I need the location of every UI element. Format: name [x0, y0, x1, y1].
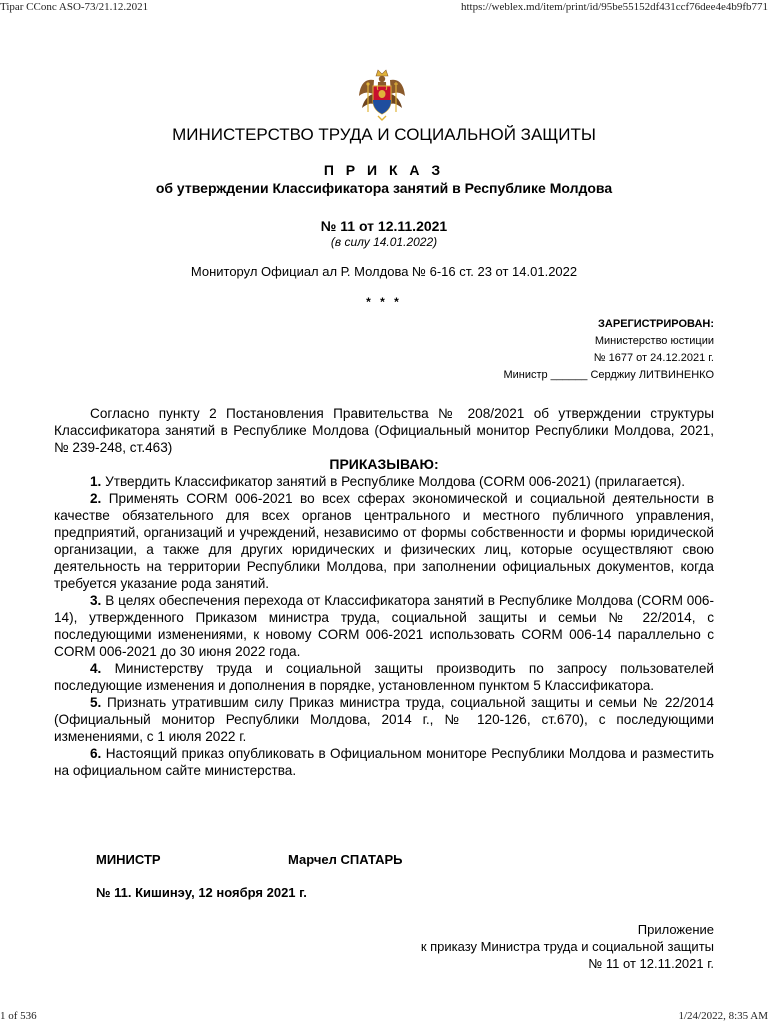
registration-heading: ЗАРЕГИСТРИРОВАН: — [598, 318, 714, 330]
point-number: 2. — [90, 491, 102, 506]
separator-stars: * * * — [366, 295, 402, 309]
appendix-line-3: № 11 от 12.11.2021 г. — [588, 956, 714, 971]
print-timestamp: 1/24/2022, 8:35 AM — [678, 1010, 768, 1022]
point-2 — [54, 490, 714, 592]
intro-paragraph: Согласно пункту 2 Постановления Правительства № 208/2021 об утверждении структуры Классификатора занятий в Республике Молдова (Официальный монитор Республики Молдова, 2021, № 239-248, ст.463) — [54, 406, 714, 455]
point-text: Министерству труда и социальной защиты производить по запросу пользователей последующие изменения и дополнения в порядке, установленном пунктом 5 Классификатора. — [54, 661, 715, 693]
point-5 — [54, 694, 714, 745]
order-heading: ПРИКАЗЫВАЮ: — [329, 456, 439, 472]
order-body — [54, 405, 714, 779]
order-word: П Р И К А З — [323, 162, 445, 178]
signature-role: МИНИСТР — [96, 852, 161, 867]
page-count: 1 of 536 — [0, 1010, 37, 1022]
point-number: 5. — [90, 695, 102, 710]
point-text: Применять CORM 006-2021 во всех сферах экономической и социальной деятельности в качестве обязательного для всех органов центрального и местного публичного управления, предприятий, организаций и учреждений, независимо от формы собственности и формы юридической организации, а также для других юридических и физических лиц, которые осуществляют свою деятельность на территории Республики Молдова, при заполнении официальных документов, когда требуется указание рода занятий. — [54, 491, 715, 591]
point-number: 4. — [90, 661, 102, 676]
registration-minister: Министр ______ Серджиу ЛИТВИНЕНКО — [503, 369, 714, 381]
point-text: Признать утратившим силу Приказ министра труда, социальной защиты и семьи № 22/2014 (Официальный монитор Республики Молдова, 2014 г., № 120-126, ст.670), с последующими изменениями, с 1 июля 2022 г. — [54, 695, 714, 744]
registration-ministry: Министерство юстиции — [594, 335, 714, 347]
point-number: 1. — [90, 474, 102, 489]
official-monitor-reference: Мониторул Официал ал Р. Молдова № 6-16 ст. 23 от 14.01.2022 — [190, 264, 578, 279]
point-3 — [54, 592, 714, 660]
point-text: В целях обеспечения перехода от Классификатора занятий в Республике Молдова (CORM 006-14), утвержденного Приказом министра труда, социальной защиты и семьи № 22/2014, с последующими изменениями, к новому CORM 006-2021 использовать CORM 006-14 параллельно с CORM 006-2021 до 30 июня 2022 года. — [54, 593, 715, 659]
in-force-date: (в силу 14.01.2022) — [330, 235, 438, 249]
point-6 — [54, 745, 714, 779]
registration-number: № 1677 от 24.12.2021 г. — [593, 352, 714, 364]
order-subtitle: об утверждении Классификатора занятий в Республике Молдова — [155, 180, 613, 196]
point-text: Утвердить Классификатор занятий в Республике Молдова (CORM 006-2021) (прилагается). — [105, 474, 686, 489]
print-header-url: https://weblex.md/item/print/id/95be55152df431ccf76dee4e4b9fb771 — [460, 1, 768, 13]
place-date: № 11. Кишинэу, 12 ноября 2021 г. — [96, 885, 307, 900]
point-4 — [54, 660, 714, 694]
point-number: 3. — [90, 593, 102, 608]
point-1 — [54, 473, 714, 490]
appendix-line-1: Приложение — [637, 922, 714, 937]
appendix-line-2: к приказу Министра труда и социальной защиты — [420, 939, 714, 954]
order-number-date: № 11 от 12.11.2021 — [320, 218, 448, 234]
moldova-coat-of-arms-icon — [356, 68, 408, 122]
print-header-left: Tipar CConc ASO-73/21.12.2021 — [0, 1, 149, 13]
point-number: 6. — [90, 746, 102, 761]
signature-name: Марчел СПАТАРЬ — [288, 852, 403, 867]
ministry-title: МИНИСТЕРСТВО ТРУДА И СОЦИАЛЬНОЙ ЗАЩИТЫ — [172, 125, 596, 144]
point-text: Настоящий приказ опубликовать в Официальном мониторе Республики Молдова и разместить на официальном сайте министерства. — [54, 746, 715, 778]
